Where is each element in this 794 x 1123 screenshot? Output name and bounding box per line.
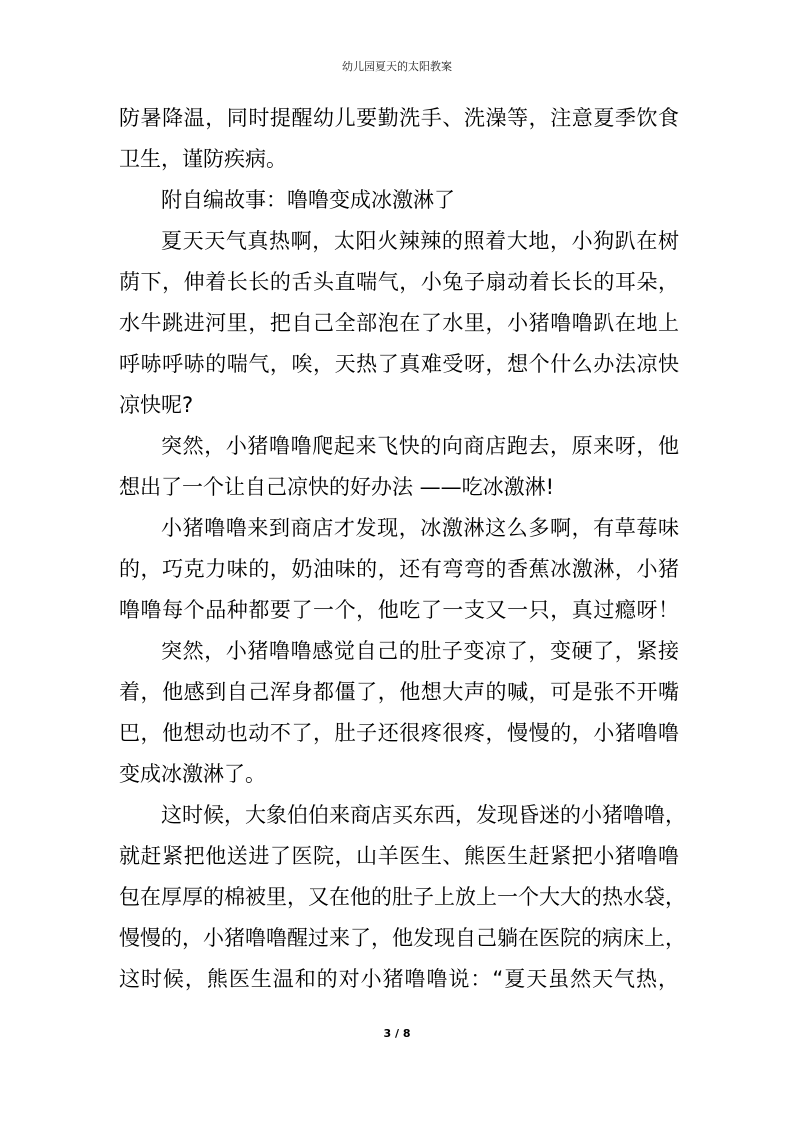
text-line: 这时候，大象伯伯来商店买东西，发现昏迷的小猪噜噜， (161, 803, 686, 827)
text-line: 想出了一个让自己凉快的好办法 ——吃冰激淋! (119, 475, 555, 499)
text-line: 这时候，熊医生温和的对小猪噜噜说：“夏天虽然天气热， (119, 967, 679, 991)
text-line: 卫生，谨防疾病。 (119, 147, 287, 171)
text-line: 凉快呢? (119, 393, 194, 417)
text-line: 着，他感到自己浑身都僵了，他想大声的喊，可是张不开嘴 (119, 680, 679, 704)
text-line: 就赶紧把他送进了医院，山羊医生、熊医生赶紧把小猪噜噜 (119, 844, 679, 868)
text-line: 包在厚厚的棉被里，又在他的肚子上放上一个大大的热水袋， (119, 885, 686, 909)
text-line: 变成冰激淋了。 (119, 762, 266, 786)
text-line: 水牛跳进河里，把自己全部泡在了水里，小猪噜噜趴在地上 (119, 311, 679, 335)
text-line: 巴，他想动也动不了，肚子还很疼很疼，慢慢的，小猪噜噜 (119, 721, 679, 745)
document-body (119, 98, 686, 1000)
text-line: 呼哧呼哧的喘气，唉，天热了真难受呀，想个什么办法凉快 (119, 352, 679, 376)
story-title-line: 附自编故事：噜噜变成冰激淋了 (161, 188, 455, 212)
text-line: 突然，小猪噜噜感觉自己的肚子变凉了，变硬了，紧接 (161, 639, 679, 663)
text-line: 噜噜每个品种都要了一个，他吃了一支又一只，真过瘾呀！ (119, 598, 679, 622)
page-header: 幼儿园夏天的太阳教案 (342, 60, 452, 73)
page-number: 3 / 8 (383, 1027, 411, 1040)
text-line: 的，巧克力味的，奶油味的，还有弯弯的香蕉冰激淋，小猪 (119, 557, 679, 581)
text-line: 防暑降温，同时提醒幼儿要勤洗手、洗澡等，注意夏季饮食 (119, 106, 679, 130)
text-line: 荫下，伸着长长的舌头直喘气，小兔子扇动着长长的耳朵， (119, 270, 679, 294)
text-line: 慢慢的，小猪噜噜醒过来了，他发现自己躺在医院的病床上， (119, 926, 686, 950)
text-line: 小猪噜噜来到商店才发现，冰激淋这么多啊，有草莓味 (161, 516, 679, 540)
text-line: 夏天天气真热啊，太阳火辣辣的照着大地，小狗趴在树 (161, 229, 679, 253)
text-line: 突然，小猪噜噜爬起来飞快的向商店跑去，原来呀，他 (161, 434, 679, 458)
